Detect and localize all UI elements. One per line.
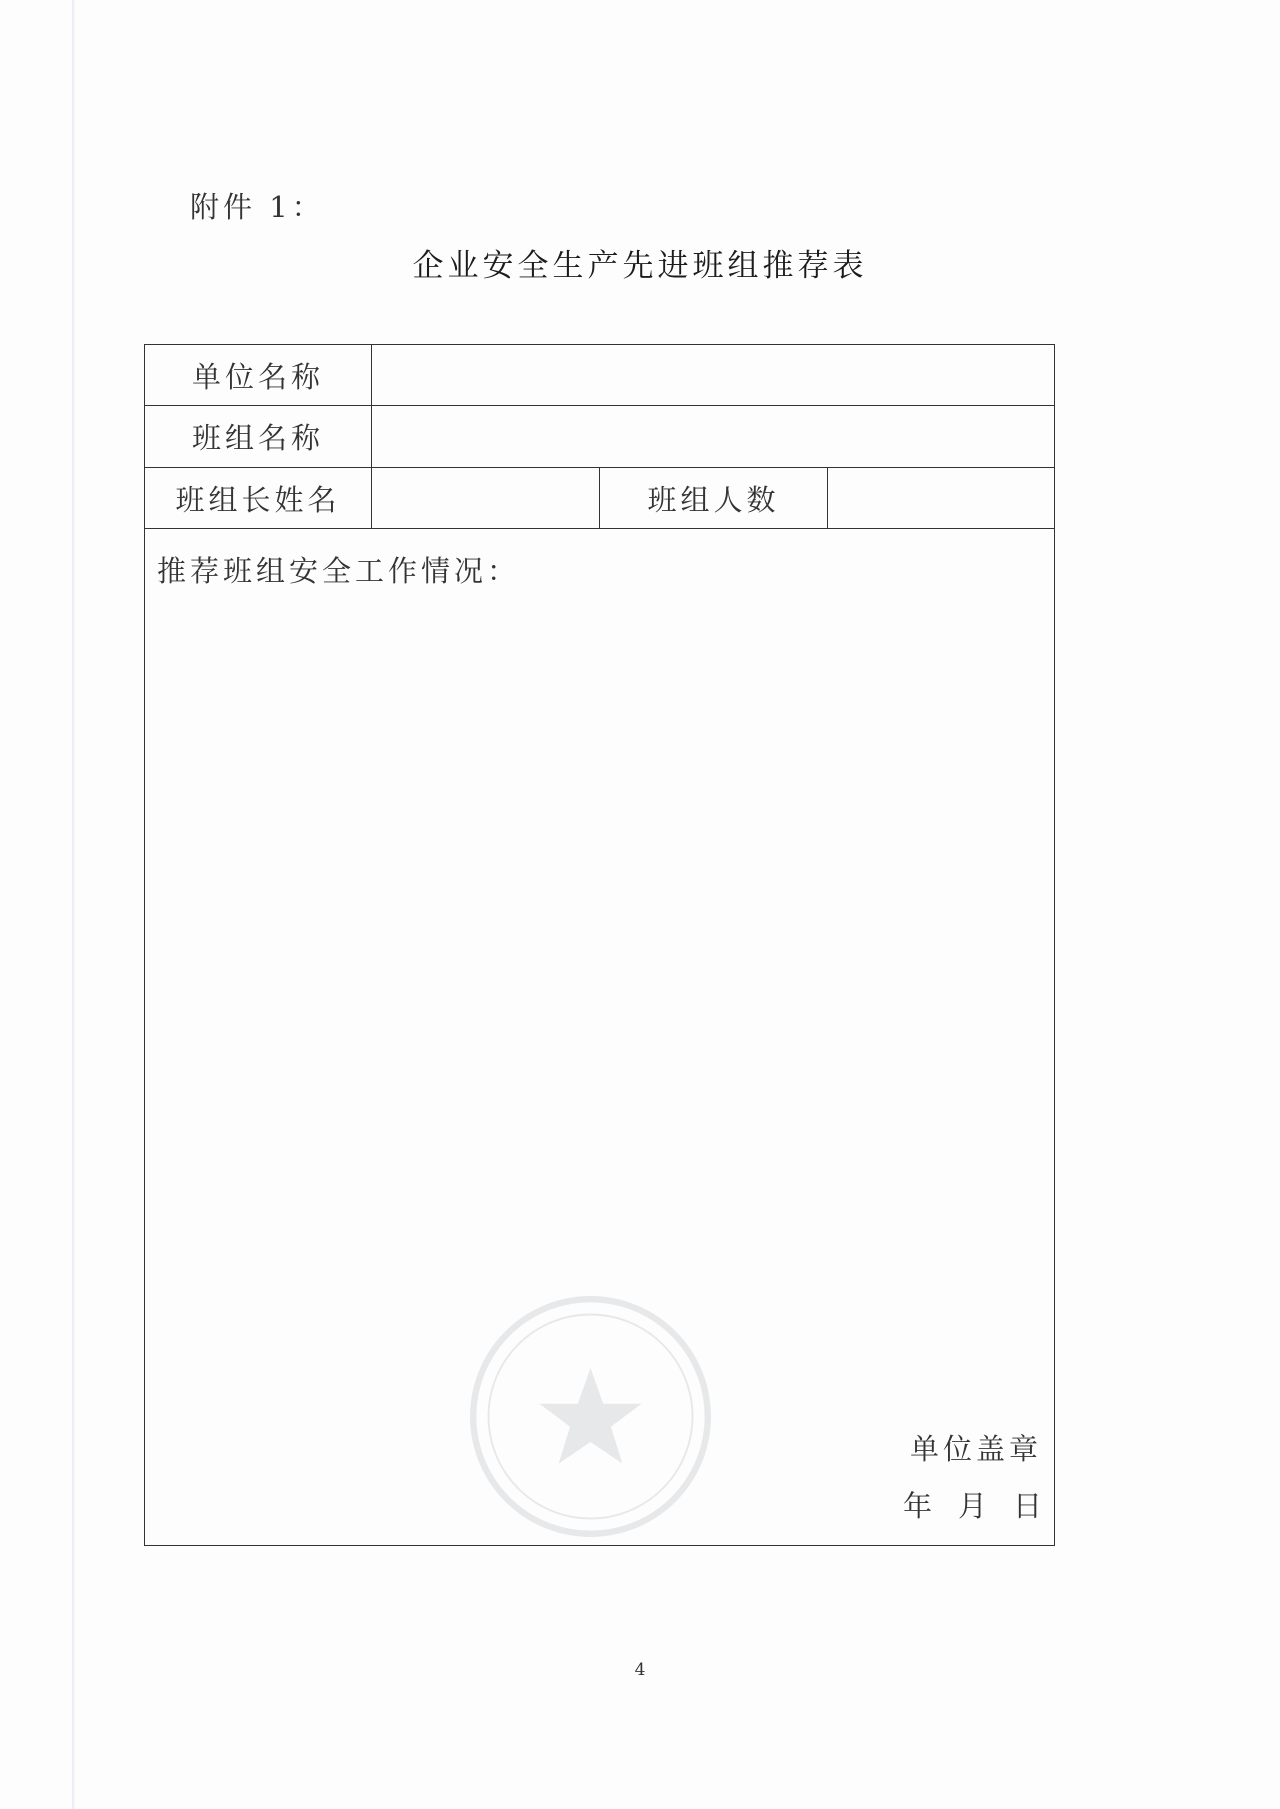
- row-team-name: [145, 406, 1054, 468]
- seal-label: 单位盖章: [909, 1432, 1042, 1466]
- team-name-cell: [372, 406, 1054, 467]
- row-team-leader: [145, 468, 1054, 529]
- recommendation-form-table: [144, 344, 1055, 1546]
- team-leader-cell: [372, 468, 600, 528]
- team-name-label: 班组名称: [145, 406, 372, 467]
- row-unit-name: [145, 345, 1054, 406]
- unit-name-label: 单位名称: [145, 345, 372, 405]
- form-title: 企业安全生产先进班组推荐表: [412, 248, 868, 284]
- unit-name-field[interactable]: [372, 345, 1054, 405]
- month-label: 月: [957, 1489, 987, 1523]
- safety-work-label: 推荐班组安全工作情况：: [157, 554, 521, 588]
- signature-date: [903, 1484, 1042, 1525]
- year-label: 年: [902, 1489, 932, 1523]
- attachment-label: 附件 1：: [190, 190, 325, 224]
- team-name-field[interactable]: [372, 406, 1054, 467]
- team-leader-label: 班组长姓名: [145, 468, 372, 528]
- day-label: 日: [1012, 1489, 1042, 1523]
- team-size-cell: [828, 468, 1054, 528]
- official-seal-stamp: [463, 1289, 718, 1544]
- team-leader-field[interactable]: [372, 468, 599, 528]
- safety-work-field[interactable]: [155, 599, 1044, 1403]
- safety-work-section: [145, 529, 1054, 1545]
- page-number: 4: [634, 1660, 646, 1680]
- team-size-field[interactable]: [828, 468, 1054, 528]
- team-size-label: 班组人数: [600, 468, 828, 528]
- unit-name-cell: [372, 345, 1054, 405]
